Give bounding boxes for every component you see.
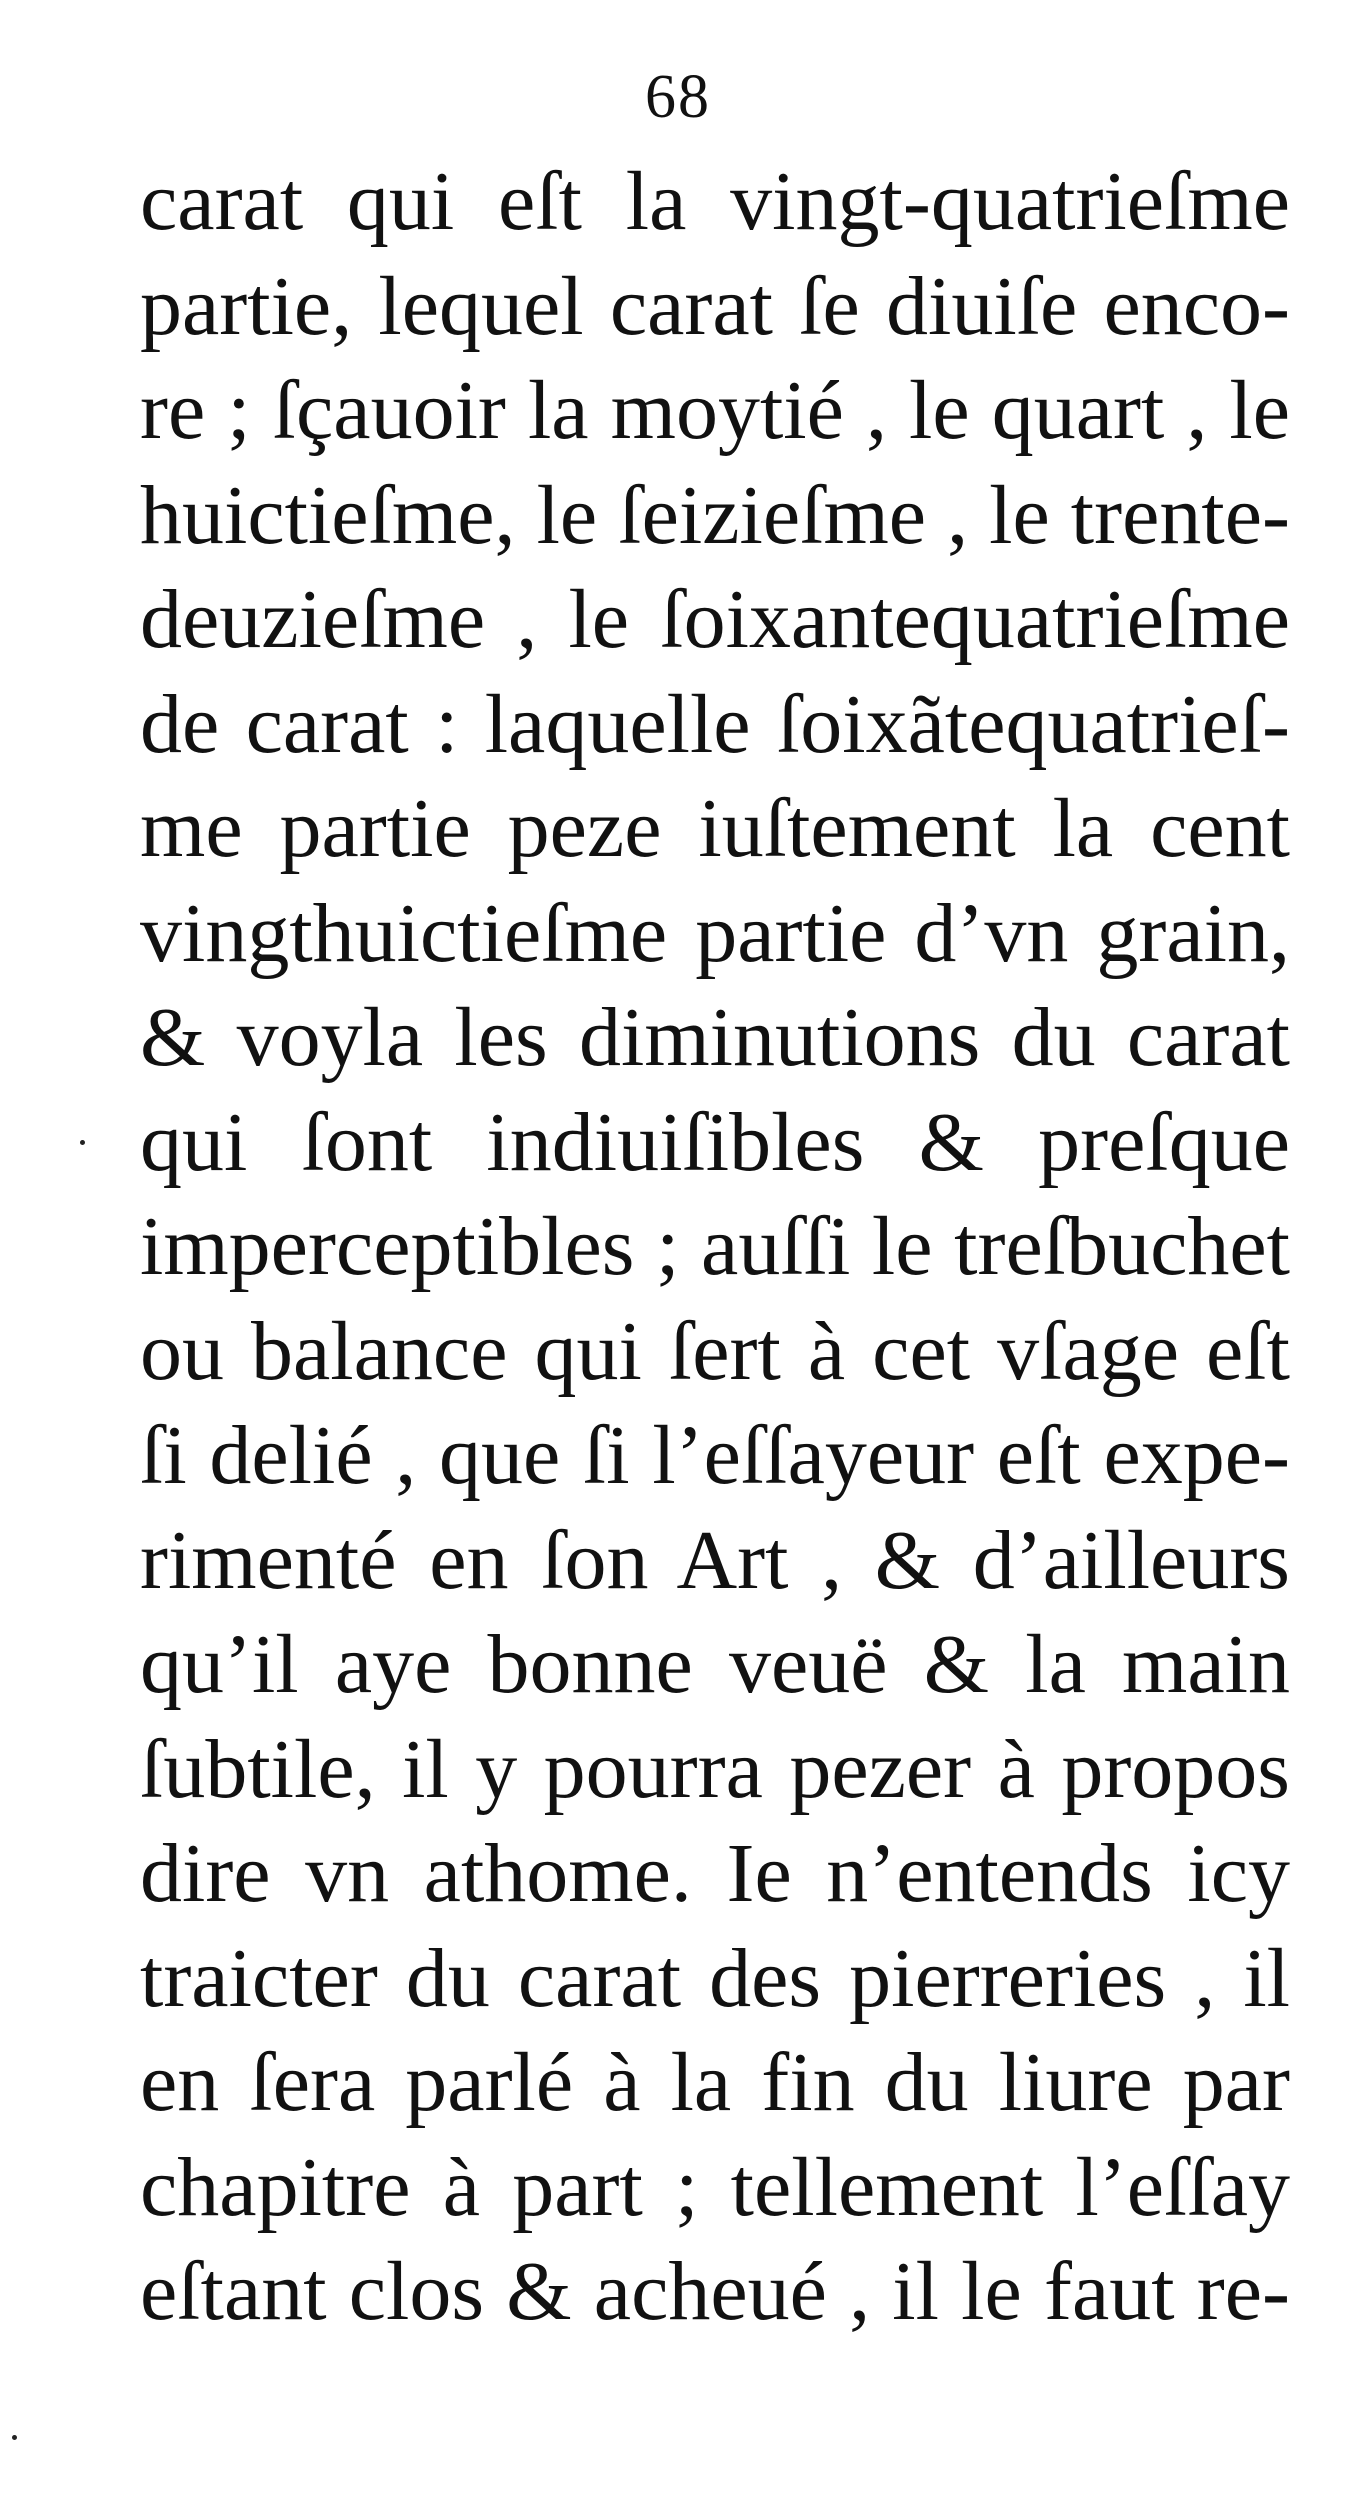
text-line-17: dire vn athome. Ie n’entends icy [140, 1827, 1290, 1920]
text-line-3: re ; ſçauoir la moytié , le quart , le [140, 364, 1290, 457]
text-line-5: deuzieſme , le ſoixantequatrieſme [140, 573, 1290, 666]
body-text [140, 150, 1290, 2345]
text-line-21: eſtant clos & acheué , il le faut re- [140, 2245, 1290, 2338]
ink-speck [12, 2435, 17, 2440]
text-line-19: en ſera parlé à la fin du liure par [140, 2036, 1290, 2129]
page-number: 68 [645, 63, 711, 131]
text-line-14: rimenté en ſon Art , & d’ailleurs [140, 1513, 1290, 1607]
text-line-16: ſubtile, il y pourra pezer à propos [140, 1722, 1290, 1816]
text-line-20: chapitre à part ; tellement l’eſſay [140, 2140, 1290, 2234]
text-line-13: ſi delié , que ſi l’eſſayeur eſt expe- [140, 1409, 1290, 1502]
text-line-8: vingthuictieſme partie d’vn grain, [140, 886, 1290, 980]
text-line-11: imperceptibles ; auſſi le treſbuchet [140, 1200, 1290, 1293]
text-line-7: me partie peze iuſtement la cent [140, 782, 1290, 875]
text-line-4: huictieſme, le ſeizieſme , le trente- [140, 468, 1290, 562]
text-line-9: & voyla les diminutions du carat [140, 991, 1290, 1084]
text-line-1: carat qui eſt la vingt-quatrieſme [140, 155, 1290, 248]
text-line-15: qu’il aye bonne veuë & la main [140, 1618, 1290, 1711]
text-line-6: de carat : laquelle ſoixãtequatrieſ- [140, 677, 1290, 771]
text-line-18: traicter du carat des pierreries , il [140, 1931, 1290, 2025]
text-line-10: qui ſont indiuiſibles & preſque [140, 1095, 1290, 1189]
text-line-12: ou balance qui ſert à cet vſage eſt [140, 1304, 1290, 1398]
text-line-2: partie, lequel carat ſe diuiſe enco- [140, 259, 1290, 353]
ink-speck [80, 1140, 85, 1145]
